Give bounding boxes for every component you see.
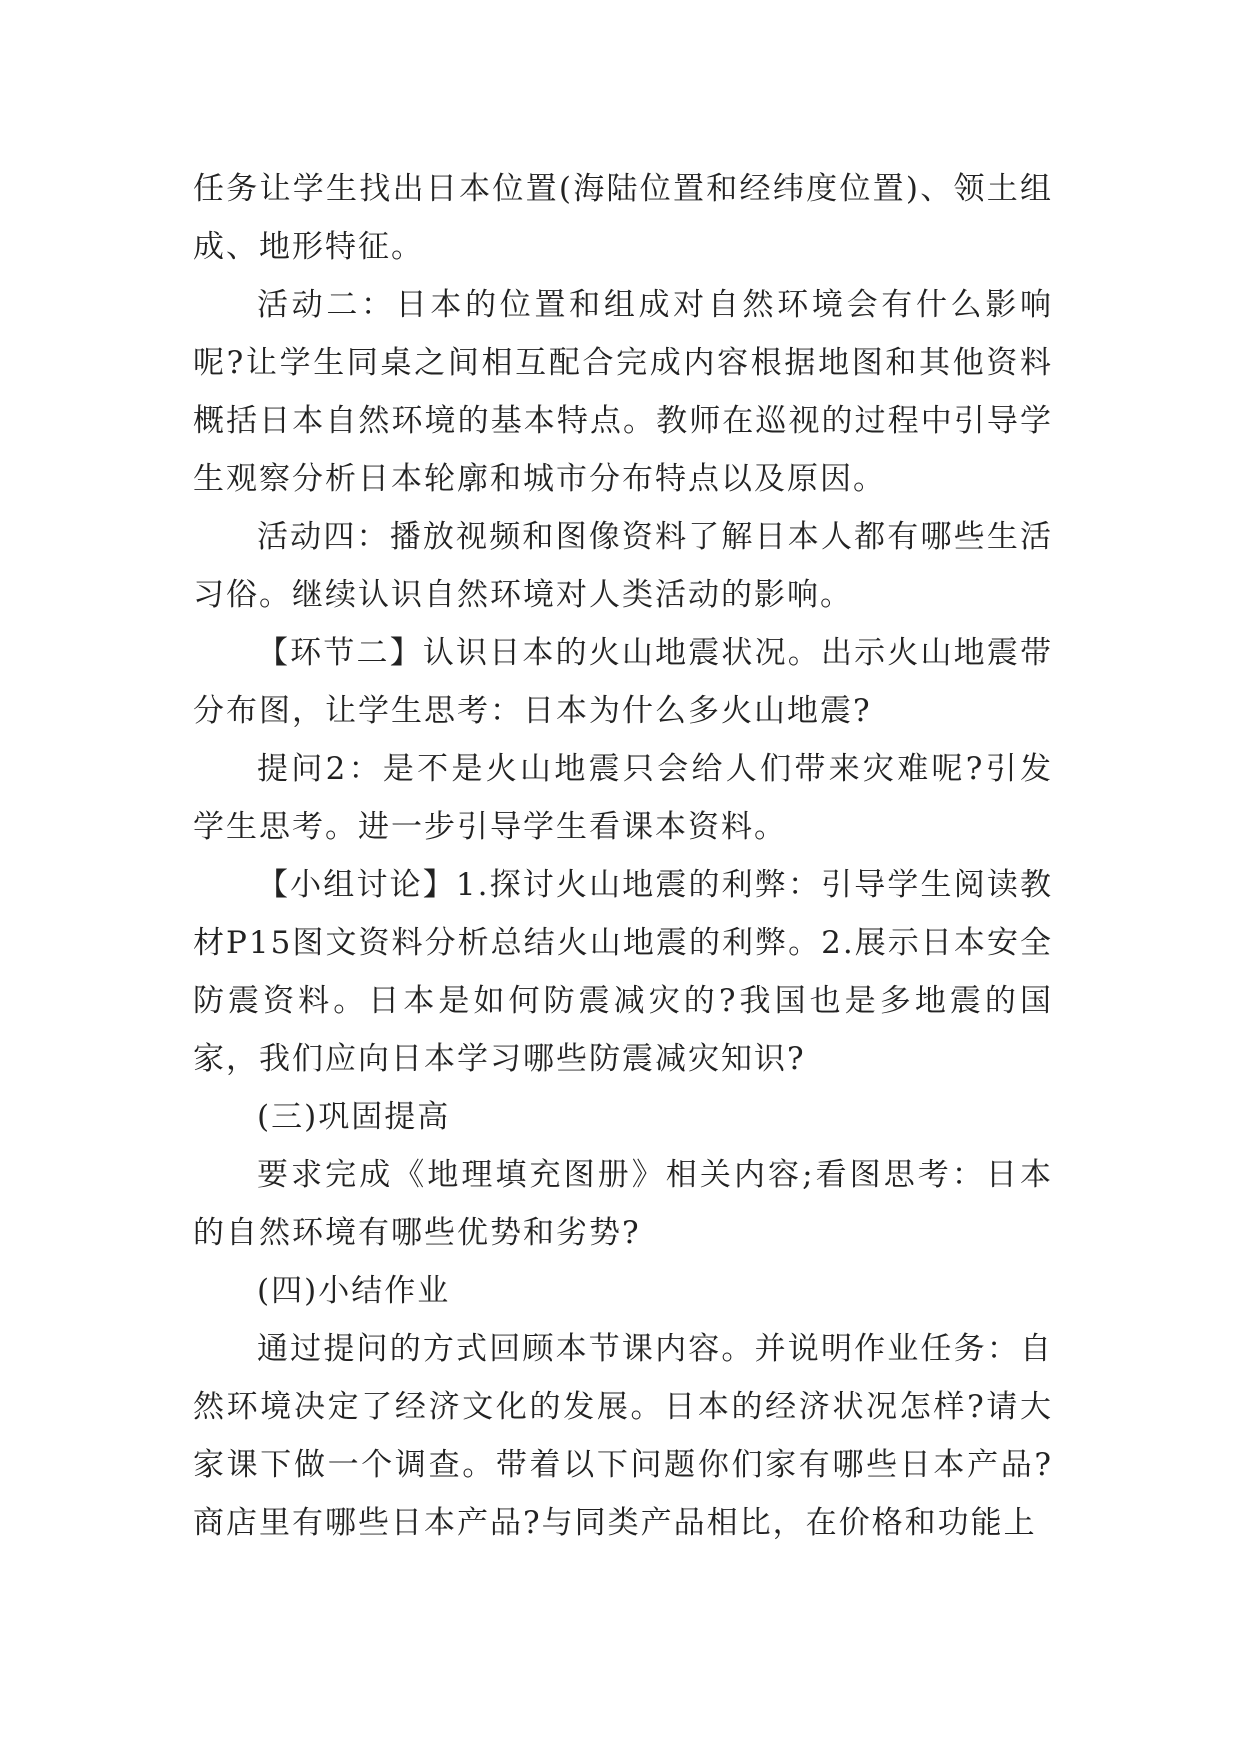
paragraph-question-two: 提问2：是不是火山地震只会给人们带来灾难呢?引发学生思考。进一步引导学生看课本资料。 (193, 751, 1053, 845)
paragraph-activity-two: 活动二：日本的位置和组成对自然环境会有什么影响呢?让学生同桌之间相互配合完成内容根据地图和其他资料概括日本自然环境的基本特点。教师在巡视的过程中引导学生观察分析日本轮廓和城市分布特点以及原因。 (193, 287, 1053, 497)
heading-consolidation: (三)巩固提高 (257, 1099, 451, 1135)
heading-summary-homework: (四)小结作业 (257, 1273, 451, 1309)
paragraph-review-homework: 通过提问的方式回顾本节课内容。并说明作业任务：自然环境决定了经济文化的发展。日本的经济状况怎样?请大家课下做一个调查。带着以下问题你们家有哪些日本产品?商店里有哪些日本产品?与同类产品相比，在价格和功能上 (193, 1331, 1053, 1541)
paragraph-group-discussion: 【小组讨论】1.探讨火山地震的利弊：引导学生阅读教材P15图文资料分析总结火山地震的利弊。2.展示日本安全防震资料。日本是如何防震减灾的?我国也是多地震的国家，我们应向日本学习哪些防震减灾知识? (193, 867, 1053, 1077)
document-body (193, 160, 1053, 1552)
paragraph-requirements: 要求完成《地理填充图册》相关内容;看图思考：日本的自然环境有哪些优势和劣势? (193, 1157, 1053, 1251)
paragraph-activity-four: 活动四：播放视频和图像资料了解日本人都有哪些生活习俗。继续认识自然环境对人类活动的影响。 (193, 519, 1053, 613)
paragraph-section-two: 【环节二】认识日本的火山地震状况。出示火山地震带分布图，让学生思考：日本为什么多火山地震? (193, 635, 1053, 729)
paragraph-continuation: 任务让学生找出日本位置(海陆位置和经纬度位置)、领土组成、地形特征。 (193, 171, 1053, 265)
